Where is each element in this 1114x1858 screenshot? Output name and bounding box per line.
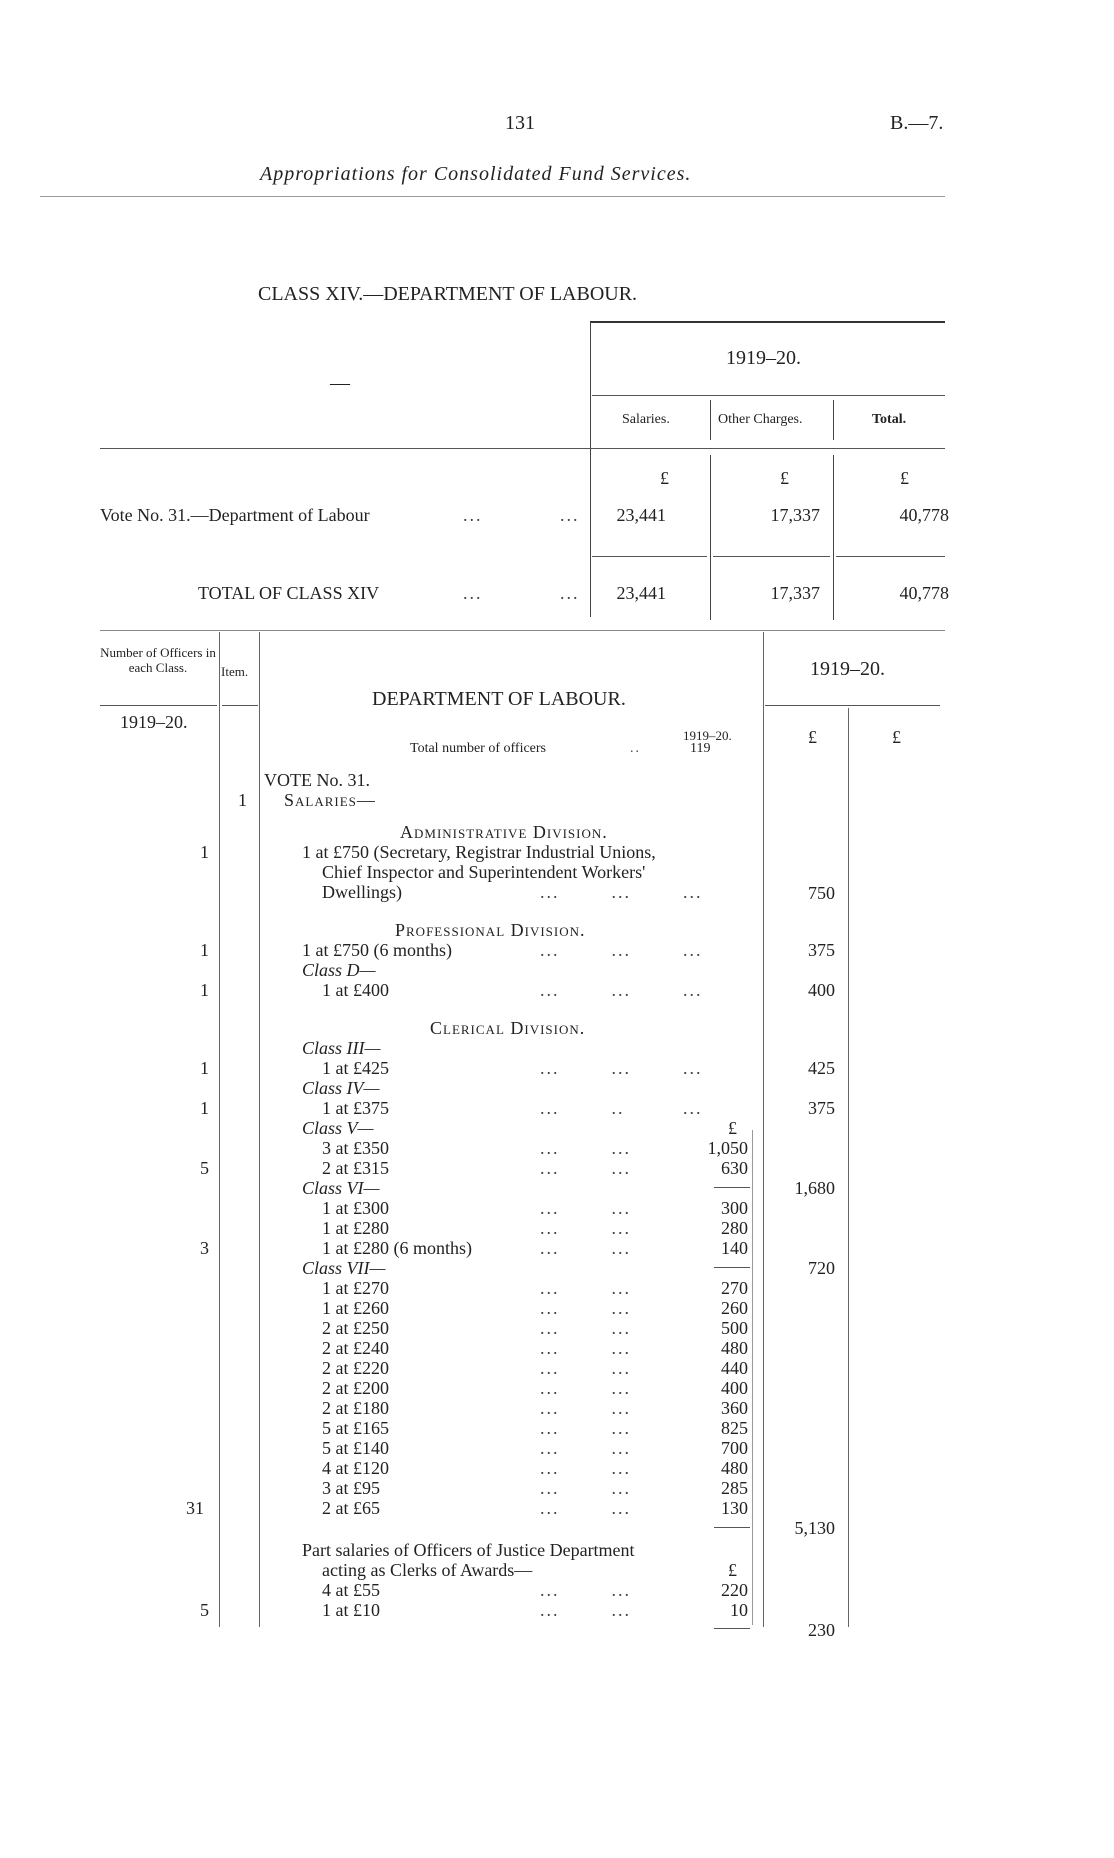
salary-line-leader: ... ... [540, 1600, 631, 1620]
class-title: CLASS XIV.—DEPARTMENT OF LABOUR. [258, 283, 638, 305]
salary-line-amount: 270 [721, 1278, 748, 1298]
admin-leader: ... ... ... [540, 882, 703, 902]
vote-heading: VOTE No. 31. [264, 770, 370, 790]
title-rule [40, 196, 945, 197]
page-number: 131 [505, 112, 535, 134]
salary-line-amount: 700 [721, 1438, 748, 1458]
class-v-subtotal-rule [714, 1187, 750, 1188]
class-vi-heading: Class VI— [302, 1178, 380, 1198]
class-total-salaries: 23,441 [616, 583, 666, 603]
salary-line-leader: ... ... [540, 1498, 631, 1518]
salary-line-label: 3 at £350 [322, 1138, 389, 1158]
vote-row-leader-2: ... [560, 505, 580, 525]
summary-hdr-sep2 [833, 400, 834, 440]
summary-vline-main [590, 322, 591, 617]
salary-line-amount: 630 [721, 1158, 748, 1178]
salary-line-leader: ... ... [540, 1318, 631, 1338]
admin-division-heading: Administrative Division. [400, 822, 608, 842]
part-total: 230 [808, 1620, 835, 1640]
salary-line-amount: 260 [721, 1298, 748, 1318]
class-d-amount: 400 [808, 980, 835, 1000]
detail-vline-total [848, 708, 849, 1627]
total-officers-value: 119 [690, 741, 711, 756]
count-prof: 1 [200, 940, 209, 960]
salary-line-leader: ... ... [540, 1278, 631, 1298]
salary-line-amount: 480 [721, 1458, 748, 1478]
class-iv-line: 1 at £375 [322, 1098, 389, 1118]
item-number: 1 [238, 790, 247, 810]
salary-line-leader: ... ... [540, 1158, 631, 1178]
summary-hdr-sep1 [710, 400, 711, 440]
salary-line-amount: 360 [721, 1398, 748, 1418]
detail-hdr-dept: DEPARTMENT OF LABOUR. [372, 688, 626, 710]
class-v-pound: £ [728, 1118, 737, 1138]
class-total-leader-1: ... [463, 583, 483, 603]
prof-leader: ... ... ... [540, 940, 703, 960]
summary-col-total: Total. [872, 412, 907, 427]
class-iv-leader: ... .. ... [540, 1098, 703, 1118]
class-iii-line: 1 at £425 [322, 1058, 389, 1078]
prof-line: 1 at £750 (6 months) [302, 940, 452, 960]
summary-pound-total: £ [900, 468, 909, 488]
salary-line-label: 3 at £95 [322, 1478, 380, 1498]
page-title: Appropriations for Consolidated Fund Services. [260, 163, 692, 185]
salary-line-amount: 1,050 [707, 1138, 748, 1158]
salary-line-label: 2 at £250 [322, 1318, 389, 1338]
salary-line-leader: ... ... [540, 1338, 631, 1358]
salary-line-leader: ... ... [540, 1478, 631, 1498]
detail-hdr-item: Item. [221, 664, 249, 679]
class-v-heading: Class V— [302, 1118, 374, 1138]
class-total-total: 40,778 [899, 583, 949, 603]
detail-vline-item [259, 632, 260, 1627]
admin-line-1: 1 at £750 (Secretary, Registrar Industrial Unions, [302, 842, 656, 862]
count-class-vii: 31 [186, 1498, 204, 1518]
salary-line-amount: 500 [721, 1318, 748, 1338]
salary-line-leader: ... ... [540, 1138, 631, 1158]
total-officers-year: 1919–20. [683, 728, 732, 743]
detail-hdr-rule-item [222, 705, 258, 706]
class-iv-heading: Class IV— [302, 1078, 380, 1098]
salary-line-label: 2 at £220 [322, 1358, 389, 1378]
salary-line-leader: ... ... [540, 1358, 631, 1378]
total-officers-label: Total number of officers [410, 741, 546, 756]
salary-line-label: 5 at £165 [322, 1418, 389, 1438]
count-class-v: 5 [200, 1158, 209, 1178]
class-total-leader-2: ... [560, 583, 580, 603]
vote-row-total: 40,778 [899, 505, 949, 525]
salary-line-amount: 280 [721, 1218, 748, 1238]
salary-line-amount: 10 [730, 1600, 748, 1620]
summary-dash: — [330, 372, 350, 394]
salary-line-leader: ... ... [540, 1418, 631, 1438]
class-vi-total: 720 [808, 1258, 835, 1278]
summary-total-rule-1 [592, 556, 707, 557]
salary-line-label: 1 at £280 (6 months) [322, 1238, 472, 1258]
class-vii-total: 5,130 [794, 1518, 835, 1538]
salary-line-amount: 130 [721, 1498, 748, 1518]
salary-line-amount: 400 [721, 1378, 748, 1398]
class-iii-leader: ... ... ... [540, 1058, 703, 1078]
summary-year: 1919–20. [726, 347, 801, 369]
summary-col-other: Other Charges. [718, 412, 803, 427]
vote-row-salaries: 23,441 [616, 505, 666, 525]
detail-vline-sub [752, 1130, 753, 1625]
summary-vline-1 [710, 455, 711, 620]
vote-row-leader-1: ... [463, 505, 483, 525]
salary-line-leader: ... ... [540, 1438, 631, 1458]
salary-line-leader: ... ... [540, 1398, 631, 1418]
salary-line-leader: ... ... [540, 1580, 631, 1600]
part-salaries-line-1: Part salaries of Officers of Justice Department [302, 1540, 635, 1560]
detail-top-rule [100, 630, 945, 631]
detail-pound-2: £ [892, 727, 901, 747]
count-admin: 1 [200, 842, 209, 862]
summary-total-rule-3 [836, 556, 945, 557]
detail-hdr-year-right: 1919–20. [810, 658, 885, 680]
class-total-other: 17,337 [770, 583, 820, 603]
part-salaries-pound: £ [728, 1560, 737, 1580]
class-total-label: TOTAL OF CLASS XIV [198, 583, 380, 603]
part-salaries-line-2: acting as Clerks of Awards— [322, 1560, 533, 1580]
count-class-iv: 1 [200, 1098, 209, 1118]
detail-vline-count [219, 632, 220, 1627]
class-d-heading: Class D— [302, 960, 376, 980]
admin-line-3: Dwellings) [322, 882, 402, 902]
summary-top-rule [590, 321, 945, 323]
salary-line-amount: 440 [721, 1358, 748, 1378]
class-vii-subtotal-rule [714, 1527, 750, 1528]
vote-row-other: 17,337 [770, 505, 820, 525]
count-class-vi: 3 [200, 1238, 209, 1258]
salary-line-leader: ... ... [540, 1298, 631, 1318]
salary-line-label: 2 at £240 [322, 1338, 389, 1358]
summary-pound-other: £ [780, 468, 789, 488]
salary-line-amount: 140 [721, 1238, 748, 1258]
salary-line-label: 1 at £280 [322, 1218, 389, 1238]
salary-line-label: 1 at £300 [322, 1198, 389, 1218]
count-part: 5 [200, 1600, 209, 1620]
class-iv-amount: 375 [808, 1098, 835, 1118]
salary-line-label: 2 at £65 [322, 1498, 380, 1518]
clerical-division-heading: Clerical Division. [430, 1018, 586, 1038]
salary-line-label: 5 at £140 [322, 1438, 389, 1458]
summary-pound-salaries: £ [660, 468, 669, 488]
salary-line-leader: ... ... [540, 1218, 631, 1238]
prof-division-heading: Professional Division. [395, 920, 586, 940]
class-vi-subtotal-rule [714, 1267, 750, 1268]
prof-amount: 375 [808, 940, 835, 960]
salary-line-label: 2 at £200 [322, 1378, 389, 1398]
salary-line-label: 4 at £120 [322, 1458, 389, 1478]
count-class-d: 1 [200, 980, 209, 1000]
total-officers-leader: .. [630, 741, 641, 756]
summary-vline-2 [833, 455, 834, 620]
salary-line-amount: 300 [721, 1198, 748, 1218]
summary-year-rule [592, 395, 945, 396]
detail-hdr-number: Number of Officers in each Class. [100, 645, 216, 675]
salary-line-label: 2 at £180 [322, 1398, 389, 1418]
class-v-total: 1,680 [794, 1178, 835, 1198]
admin-amount: 750 [808, 883, 835, 903]
summary-header-rule [100, 448, 945, 449]
salary-line-leader: ... ... [540, 1198, 631, 1218]
salary-line-label: 4 at £55 [322, 1580, 380, 1600]
detail-hdr-rule-right [765, 705, 940, 706]
summary-col-salaries: Salaries. [622, 412, 670, 427]
summary-total-rule-2 [713, 556, 830, 557]
class-d-leader: ... ... ... [540, 980, 703, 1000]
vote-row-label: Vote No. 31.—Department of Labour [100, 505, 370, 525]
salary-line-label: 1 at £270 [322, 1278, 389, 1298]
salary-line-label: 2 at £315 [322, 1158, 389, 1178]
salary-line-label: 1 at £10 [322, 1600, 380, 1620]
class-iii-amount: 425 [808, 1058, 835, 1078]
salary-line-amount: 220 [721, 1580, 748, 1600]
part-subtotal-rule [714, 1628, 750, 1629]
salary-line-amount: 825 [721, 1418, 748, 1438]
salary-line-leader: ... ... [540, 1458, 631, 1478]
class-iii-heading: Class III— [302, 1038, 381, 1058]
salaries-heading: Salaries— [284, 790, 376, 810]
salary-line-amount: 285 [721, 1478, 748, 1498]
detail-hdr-rule-left [100, 705, 217, 706]
class-vii-heading: Class VII— [302, 1258, 386, 1278]
class-d-line: 1 at £400 [322, 980, 389, 1000]
salary-line-amount: 480 [721, 1338, 748, 1358]
detail-pound-1: £ [808, 727, 817, 747]
count-class-iii: 1 [200, 1058, 209, 1078]
detail-hdr-year-left: 1919–20. [120, 712, 188, 732]
admin-line-2: Chief Inspector and Superintendent Workers' [322, 862, 646, 882]
salary-line-leader: ... ... [540, 1238, 631, 1258]
detail-vline-amount [763, 632, 764, 1627]
page-reference: B.—7. [890, 112, 944, 134]
salary-line-label: 1 at £260 [322, 1298, 389, 1318]
salary-line-leader: ... ... [540, 1378, 631, 1398]
